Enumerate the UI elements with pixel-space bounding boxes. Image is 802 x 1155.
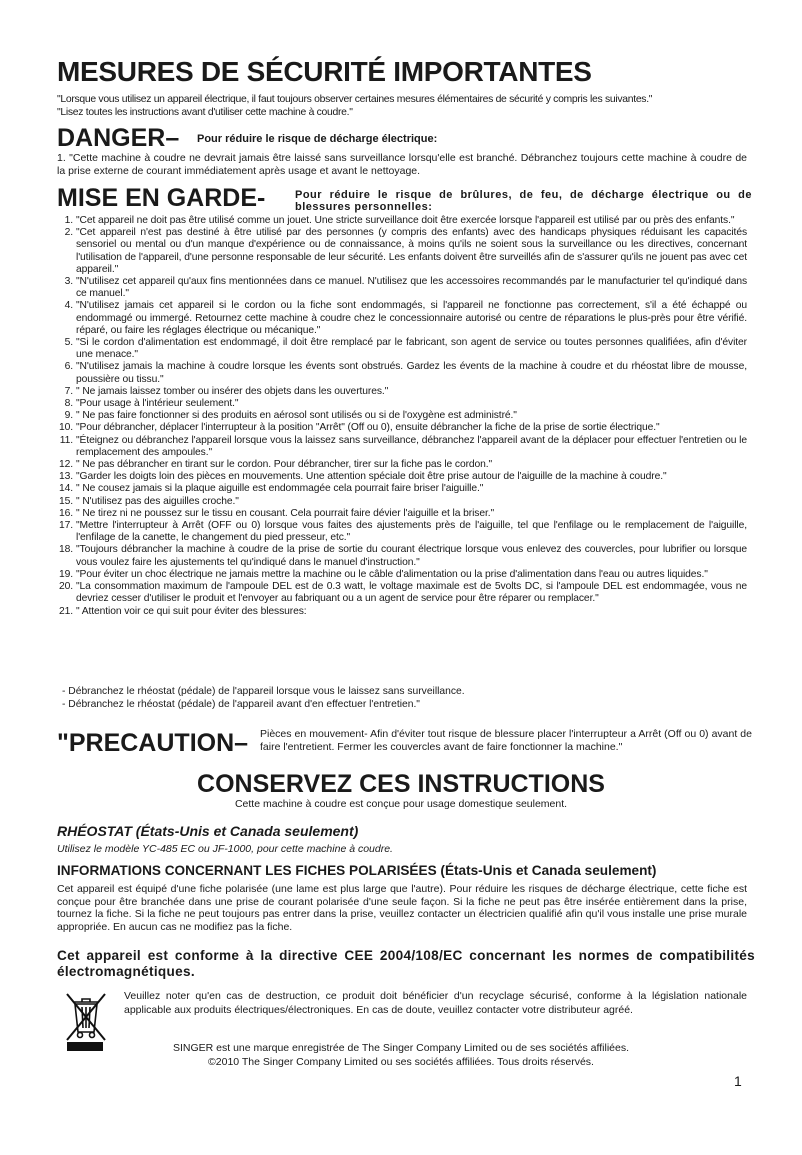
trademark-notice: SINGER est une marque enregistrée de The Singer Company Limited ou de ses sociétés affiliées. (172, 1042, 630, 1054)
item-number: 2. (64, 227, 73, 239)
item-number: 8. (64, 398, 73, 410)
precaution-text: Pièces en mouvement- Afin d'éviter tout risque de blessure placer l'interrupteur a Arrêt (Off ou 0) avant de faire l'entretient. Fermer les couvercles avant de faire fonctionner la machine." (260, 728, 752, 753)
item-number: 11. (59, 434, 73, 446)
list-item (57, 300, 747, 337)
item-text: "N'utilisez jamais la machine à coudre lorsque les évents sont obstrués. Gardez les évents de la machine à coudre et du rhéostat libre de mousse, poussière ou tissu." (76, 361, 747, 385)
item-text: " Ne tirez ni ne poussez sur le tissu en cousant. Cela pourrait faire dévier l'aiguille et la briser." (76, 507, 495, 519)
item-text: "N'utilisez jamais cet appareil si le cordon ou la fiche sont endommagés, si l'appareil ne fonctionne pas correctement, s'il a été échappé ou endommagé ou immergé. Retournez cette machine à coudre chez le concessionnaire autorisé ou centre de réparations le plus-près pour être vérifié. réparé, ou faire les réglages électrique ou mécanique." (76, 300, 747, 336)
danger-subtitle: Pour réduire le risque de décharge électrique: (197, 133, 438, 145)
item-text: "N'utilisez cet appareil qu'aux fins mentionnées dans ce manuel. N'utilisez que les accessoires recommandés par le manufacturier tel qu'indiqué dans ce manuel." (76, 276, 747, 300)
list-item (57, 215, 747, 227)
list-item (57, 337, 747, 361)
item-text: "Cet appareil n'est pas destiné à être utilisé par des personnes (y compris des enfants) avec des handicaps physiques réduisant les capacités sensoriel ou mental ou d'un manque d'expérience ou de connaissance, à moins qu'ils ne soient sous la surveillance ou les directives, concernant l'utilisation de l'appareil, d'une personne responsable de leur sécurité. Les enfants doivent être surveillés afin de s'assurer qu'ils ne jouent pas avec cet appareil." (76, 227, 747, 275)
list-item (57, 569, 747, 581)
rheostat-heading: RHÉOSTAT (États-Unis et Canada seulement) (57, 823, 359, 839)
danger-text: 1. "Cette machine à coudre ne devrait jamais être laissé sans surveillance lorsqu'elle est branché. Débranchez toujours cette machine à coudre de la prise externe de courant immédiatement après usage et avant le nettoyage. (57, 152, 747, 177)
intro-line: "Lorsque vous utilisez un appareil électrique, il faut toujours observer certaines mesures élémentaires de sécurité y compris les suivantes." (57, 94, 653, 105)
danger-heading: DANGER– (57, 124, 180, 152)
item-text: "Pour débrancher, déplacer l'interrupteur à la position "Arrêt" (Off ou 0), ensuite débrancher la fiche de la prise de sortie électrique." (76, 422, 660, 434)
precaution-heading: "PRECAUTION– (57, 729, 249, 757)
intro-text (57, 94, 757, 119)
list-item (57, 398, 747, 410)
item-number: 15. (58, 495, 73, 507)
item-number: 17. (58, 520, 73, 532)
rheostat-text: Utilisez le modèle YC-485 EC ou JF-1000, pour cette machine à coudre. (57, 843, 393, 855)
item-text: "La consommation maximum de l'ampoule DEL est de 0.3 watt, le voltage maximale est de 5volts DC, si l'ampoule DEL est endommagée, vous ne devriez cesser d'utiliser le produit et l'envoyer au fabriquant ou a un agent de service pour être réparer ou remplacer." (76, 581, 747, 605)
item-text: " Ne cousez jamais si la plaque aiguille est endommagée cela pourrait faire briser l'aiguille." (76, 483, 484, 495)
item-text: "Éteignez ou débranchez l'appareil lorsque vous la laissez sans surveillance, débranchez l'appareil avant de la déplacer pour effectuer l'entretien ou le remplacement des ampoules." (76, 434, 747, 458)
list-item (57, 227, 747, 276)
sub-item: - Débranchez le rhéostat (pédale) de l'appareil lorsque vous le laissez sans surveillance. (62, 686, 465, 697)
warning-list (57, 215, 747, 618)
item-number: 3. (64, 276, 73, 288)
item-text: "Garder les doigts loin des pièces en mouvements. Une attention spéciale doit être prise autour de l'aiguille de la machine à coudre." (76, 471, 667, 483)
recycling-text: Veuillez noter qu'en cas de destruction, ce produit doit bénéficier d'un recyclage sécurisé, conforme à la législation nationale applicable aux produits électriques/électroniques. En cas de doute, veuillez contacter votre distributeur agréé. (124, 990, 747, 1016)
item-number: 21. (58, 605, 73, 617)
copyright-notice: ©2010 The Singer Company Limited ou ses sociétés affiliées. Tous droits réservés. (208, 1056, 594, 1068)
conservez-subtitle: Cette machine à coudre est conçue pour usage domestique seulement. (234, 798, 568, 810)
item-number: 16. (58, 507, 73, 519)
item-text: " Attention voir ce qui suit pour éviter des blessures: (76, 605, 307, 617)
list-item (57, 520, 747, 544)
item-number: 5. (64, 337, 73, 349)
item-number: 20. (58, 581, 73, 593)
item-text: " Ne jamais laissez tomber ou insérer des objets dans les ouvertures." (76, 385, 389, 397)
mise-en-garde-heading: MISE EN GARDE- (57, 184, 266, 212)
cee-compliance-heading: Cet appareil est conforme à la directive CEE 2004/108/EC concernant les normes de compatibilités électromagnétiques. (57, 948, 755, 979)
polarized-plug-heading: INFORMATIONS CONCERNANT LES FICHES POLARISÉES (États-Unis et Canada seulement) (57, 863, 657, 878)
item-number: 13. (58, 471, 73, 483)
item-text: " N'utilisez pas des aiguilles croche." (76, 495, 239, 507)
list-item (57, 606, 747, 618)
polarized-plug-text: Cet appareil est équipé d'une fiche polarisée (une lame est plus large que l'autre). Pour réduire les risques de décharge électrique, cette fiche est conçue pour être branchée dans une prise de courant polarisée d'une seule façon. Si la fiche ne peut pas être insérée entièrement dans la prise, tournez la fiche. Si la fiche ne peut toujours pas entrer dans la prise, veuillez contacter un électricien qualifié afin qu'il vous installe une prise murale appropriée. En aucun cas ne modifiez pas la fiche. (57, 883, 747, 933)
list-item (57, 508, 747, 520)
item-text: " Ne pas débrancher en tirant sur le cordon. Pour débrancher, tirer sur la fiche pas le cordon." (76, 459, 493, 471)
item-number: 10. (58, 422, 73, 434)
intro-line: "Lisez toutes les instructions avant d'utiliser cette machine à coudre." (57, 106, 353, 118)
item-number: 12. (58, 459, 73, 471)
item-number: 1. (64, 215, 73, 226)
item-text: "Pour éviter un choc électrique ne jamais mettre la machine ou le câble d'alimentation ou la prise d'alimentation dans l'eau ou autres liquides." (76, 568, 708, 580)
item-text: "Pour usage à l'intérieur seulement." (76, 398, 239, 410)
page-number: 1 (734, 1073, 742, 1089)
list-item (57, 361, 747, 385)
list-item (57, 459, 747, 471)
crossed-out-wheelie-bin-icon (62, 990, 110, 1046)
item-number: 6. (64, 361, 73, 373)
list-item (57, 435, 747, 459)
list-item (57, 471, 747, 483)
list-item (57, 422, 747, 434)
item-text: "Mettre l'interrupteur à Arrêt (OFF ou 0) lorsque vous faites des ajustements près de l'aiguille, tel que l'enfilage ou le remplacement de l'aiguille, l'enfilage de la canette, le changement du pied presseur, etc." (76, 520, 747, 544)
item-text: "Toujours débrancher la machine à coudre de la prise de sortie du courant électrique lorsque vous enlevez des couvercles, pour lubrifier ou lorsque vous voulez faire les ajustements tel qu'indiqué dans le manuel d'instruction." (76, 544, 747, 568)
list-item (57, 544, 747, 568)
item-number: 4. (64, 300, 73, 312)
list-item (57, 386, 747, 398)
list-item (57, 276, 747, 300)
item-number: 19. (58, 568, 73, 580)
list-item (57, 581, 747, 605)
item-text: " Ne pas faire fonctionner si des produits en aérosol sont utilisés ou si de l'oxygène est administré." (76, 410, 517, 422)
sub-item: - Débranchez le rhéostat (pédale) de l'appareil avant d'en effectuer l'entretien." (62, 699, 420, 710)
list-item (57, 496, 747, 508)
item-number: 14. (58, 483, 73, 495)
item-text: "Si le cordon d'alimentation est endommagé, il doit être remplacé par le fabricant, son agent de service ou toutes personnes qualifiées, afin d'éviter une menace." (76, 337, 747, 361)
item-text: "Cet appareil ne doit pas être utilisé comme un jouet. Une stricte surveillance doit être exercée lorsque l'appareil est utilisé par ou près des enfants." (76, 215, 735, 226)
conservez-heading: CONSERVEZ CES INSTRUCTIONS (197, 770, 605, 798)
list-item (57, 410, 747, 422)
mise-en-garde-subtitle: Pour réduire le risque de brûlures, de feu, de décharge électrique ou de blessures personnelles: (295, 189, 752, 213)
list-item (57, 483, 747, 495)
item-number: 7. (64, 385, 73, 397)
item-number: 9. (64, 410, 73, 422)
item-number: 18. (58, 544, 73, 556)
page-title: MESURES DE SÉCURITÉ IMPORTANTES (57, 56, 592, 87)
